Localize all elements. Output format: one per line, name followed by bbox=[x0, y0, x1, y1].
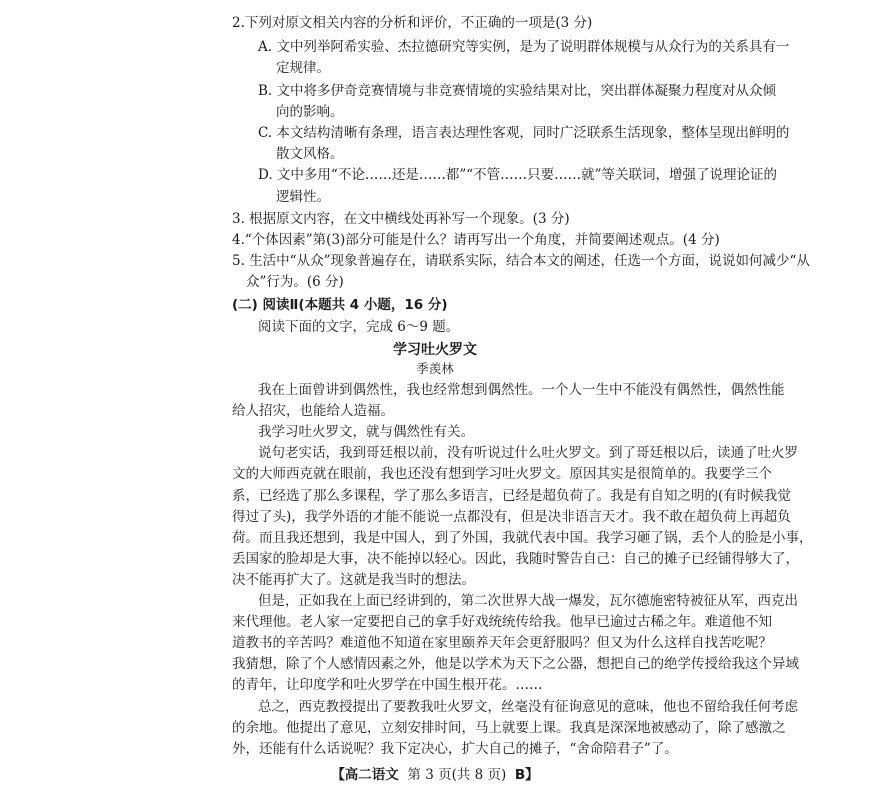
article-line: 给人招灾，也能给人造福。 bbox=[232, 403, 394, 420]
article-line: 我猜想，除了个人感情因素之外，他是以学术为天下之公器，想把自己的绝学传授给我这个异域 bbox=[232, 656, 799, 673]
option-c-line1: C. 本文结构清晰有条理，语言表达理性客观，同时广泛联系生活现象，整体呈现出鲜明的 bbox=[258, 125, 790, 141]
option-b-line2: 向的影响。 bbox=[276, 104, 344, 120]
option-d-line2: 逻辑性。 bbox=[276, 189, 330, 205]
article-line: 荷。而且我还想到，我是中国人，到了外国，我就代表中国。我学习砸了锅，丢个人的脸是小事， bbox=[232, 529, 813, 546]
section-heading: (二) 阅读Ⅱ(本题共 4 小题，16 分) bbox=[232, 297, 448, 313]
page-footer bbox=[0, 766, 870, 784]
option-d-line1: D. 文中多用“不论……还是……都”“不管……只要……就”等关联词，增强了说理论证的 bbox=[258, 167, 778, 183]
option-c-line2: 散文风格。 bbox=[276, 146, 344, 162]
article-line: 决不能再扩大了。这就是我当时的想法。 bbox=[232, 571, 475, 588]
question-3: 3. 根据原文内容，在文中横线处再补写一个现象。(3 分) bbox=[232, 211, 570, 227]
article-line: 得过了头)，我学外语的才能不能说一点都没有，但是决非语言天才。我不敢在超负荷上再超负 bbox=[232, 508, 791, 525]
article-line: 的青年，让印度学和吐火罗学在中国生根开花。…… bbox=[232, 677, 543, 694]
footer-subject: 【高二语文 bbox=[331, 767, 399, 783]
article-line: 道教书的辛苦吗？难道他不知道在家里颐养天年会更舒服吗？但又为什么这样自找苦吃呢？ bbox=[232, 635, 772, 652]
option-a-line2: 定规律。 bbox=[276, 60, 330, 76]
article-title: 学习吐火罗文 bbox=[393, 342, 477, 358]
article-author: 季羡林 bbox=[416, 361, 454, 376]
question-2-stem: 2.下列对原文相关内容的分析和评价，不正确的一项是(3 分) bbox=[232, 15, 593, 31]
article-line: 系，已经选了那么多课程，学了那么多语言，已经是超负荷了。我是有自知之明的(有时候我觉 bbox=[232, 487, 791, 504]
article-line: 我在上面曾讲到偶然性，我也经常想到偶然性。一个人一生中不能没有偶然性，偶然性能 bbox=[258, 382, 785, 398]
section-instruction: 阅读下面的文字，完成 6～9 题。 bbox=[258, 319, 460, 335]
article-line: 但是，正如我在上面已经讲到的，第二次世界大战一爆发，瓦尔德施密特被征从军，西克出 bbox=[258, 593, 798, 609]
question-4: 4.“个体因素”第(3)部分可能是什么？请再写出一个角度，并简要阐述观点。(4 分) bbox=[232, 232, 720, 248]
question-5-line2: 众”行为。(6 分) bbox=[246, 274, 344, 290]
option-b-line1: B. 文中将多伊奇竞赛情境与非竞赛情境的实验结果对比，突出群体凝聚力程度对从众倾 bbox=[258, 83, 777, 99]
article-line: 文的大师西克就在眼前，我也还没有想到学习吐火罗文。原因其实是很简单的。我要学三个 bbox=[232, 466, 772, 483]
option-a-line1: A. 文中列举阿希实验、杰拉德研究等实例，是为了说明群体规模与从众行为的关系具有一 bbox=[258, 39, 790, 55]
question-5-line1: 5. 生活中“从众”现象普遍存在，请联系实际，结合本文的阐述，任选一个方面，说说如何减少“从 bbox=[232, 253, 810, 269]
article-line: 我学习吐火罗文，就与偶然性有关。 bbox=[258, 424, 474, 441]
article-line: 说句老实话，我到哥廷根以前，没有听说过什么吐火罗文。到了哥廷根以后，读通了吐火罗 bbox=[258, 445, 798, 462]
article-line: 丢国家的脸却是大事，决不能掉以轻心。因此，我随时警告自己：自己的摊子已经铺得够大了， bbox=[232, 550, 799, 567]
article-line: 总之，西克教授提出了要教我吐火罗文，丝毫没有征询意见的意味，他也不留给我任何考虑 bbox=[258, 698, 798, 715]
article-line: 的余地。他提出了意见，立刻安排时间，马上就要上课。我真是深深地被感动了，除了感激之 bbox=[232, 719, 786, 736]
footer-version: B】 bbox=[514, 767, 539, 783]
article-line: 来代理他。老人家一定要把自己的拿手好戏统统传给我。他早已逾过古稀之年。难道他不知 bbox=[232, 614, 772, 631]
article-line: 外，还能有什么话说呢？我下定决心，扩大自己的摊子，“舍命陪君子”了。 bbox=[232, 740, 678, 757]
footer-page-number: 第 3 页(共 8 页) bbox=[407, 767, 507, 783]
